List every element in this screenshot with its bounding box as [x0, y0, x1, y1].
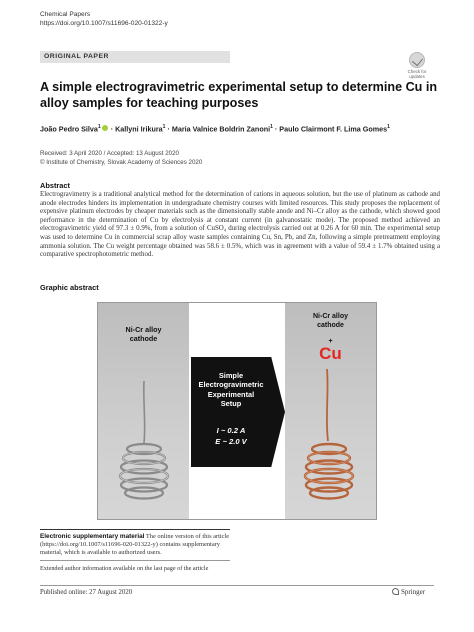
journal-header [40, 10, 168, 28]
author-affiliation: 1 [270, 124, 273, 130]
abstract-text: Electrogravimetry is a traditional analytical method for the determination of cations in aqueous solution, but the use of platinum as cathode and anode electrodes hinders its implementation in undergraduate chemistry courses with limited resources. This study proposes the replacement of expensive platinum electrodes by cheaper materials such as the dimensionally stable anode and Ni–Cr alloy as the cathode, which showed good performance in the determination of Cu by electrolysis at constant current (in galvanostatic mode). The proposed method achieved an electrogravimetric yield of 97.3 ± 0.9%, from a solution of CuSO₄ during electrolysis carried out at 0.26 A for 60 min. The experimental setup was used to determine Cu in commercial scrap alloy waste samples containing Cu, Sn, Pb, and Zn, following a simple pretreatment employing ammonia solution. The Cu weight percentage obtained was 58.6 ± 0.5%, which was in agreement with a value of 59.4 ± 1.7% obtained using a comparative spectrophotometric method. [40, 191, 440, 259]
publisher-logo [392, 588, 425, 596]
cathode-after-photo [285, 303, 376, 519]
author-name[interactable]: Kallyni Irikura [115, 124, 163, 134]
check-updates-icon [409, 52, 425, 68]
author-affiliation: 1 [162, 124, 166, 130]
cathode-before-photo [98, 303, 189, 519]
received-accepted-dates: Received: 3 April 2020 / Accepted: 13 August 2020 [40, 150, 179, 157]
coil-electrode-copper [285, 303, 376, 519]
author-list [40, 124, 440, 133]
published-date: Published online: 27 August 2020 [40, 589, 133, 596]
author-name[interactable]: Paulo Clairmont F. Lima Gomes [279, 124, 388, 134]
article-title: A simple electrogravimetric experimental setup to determine Cu in alloy samples for teaching purposes [40, 80, 438, 110]
check-updates-label: Check for updates [407, 69, 427, 79]
author-separator: · [110, 124, 114, 134]
check-for-updates-button[interactable] [404, 52, 430, 79]
setup-parameters: I ~ 0.2 A E ~ 2.0 V [215, 426, 247, 446]
supplementary-material-note [40, 529, 230, 557]
copper-label: Cu [319, 344, 342, 363]
orcid-icon[interactable] [102, 125, 108, 131]
journal-doi[interactable]: https://doi.org/10.1007/s11696-020-01322-y [40, 20, 168, 27]
electrogravimetric-setup-arrow [191, 357, 285, 467]
esm-heading: Electronic supplementary material [40, 533, 145, 540]
author-affiliation: 1 [97, 124, 101, 130]
copyright-notice: © Institute of Chemistry, Slovak Academy of Sciences 2020 [40, 158, 203, 166]
left-photo-label: Ni-Cr alloy cathode [125, 325, 162, 343]
article-dates [40, 150, 202, 167]
plus-sign: + [328, 338, 333, 345]
setup-title: Simple Electrogravimetric Experimental Setup [198, 371, 264, 409]
author-affiliation: 1 [387, 124, 390, 130]
author-separator: · [167, 124, 170, 134]
journal-name: Chemical Papers [40, 11, 91, 18]
right-photo-label: Ni-Cr alloy cathode [312, 313, 348, 329]
author-separator: · [274, 124, 278, 134]
esm-text: The online version of this article (https://doi.org/10.1007/s11696-020-01322-y) contains supplementary material, which is available to authorized users. [40, 533, 230, 556]
abstract-heading: Abstract [40, 181, 70, 190]
springer-horse-icon [392, 588, 399, 595]
article-type-badge: ORIGINAL PAPER [40, 51, 230, 63]
author-name[interactable]: João Pedro Silva [40, 124, 98, 134]
publisher-name: Springer [401, 588, 426, 596]
author-name[interactable]: Maria Valnice Boldrin Zanoni [171, 124, 271, 134]
footer-divider [40, 585, 434, 586]
graphic-abstract-heading: Graphic abstract [40, 283, 99, 292]
graphic-abstract-figure [97, 302, 377, 520]
extended-author-info: Extended author information available on the last page of the article [40, 560, 230, 573]
coil-electrode-gray [98, 303, 189, 519]
